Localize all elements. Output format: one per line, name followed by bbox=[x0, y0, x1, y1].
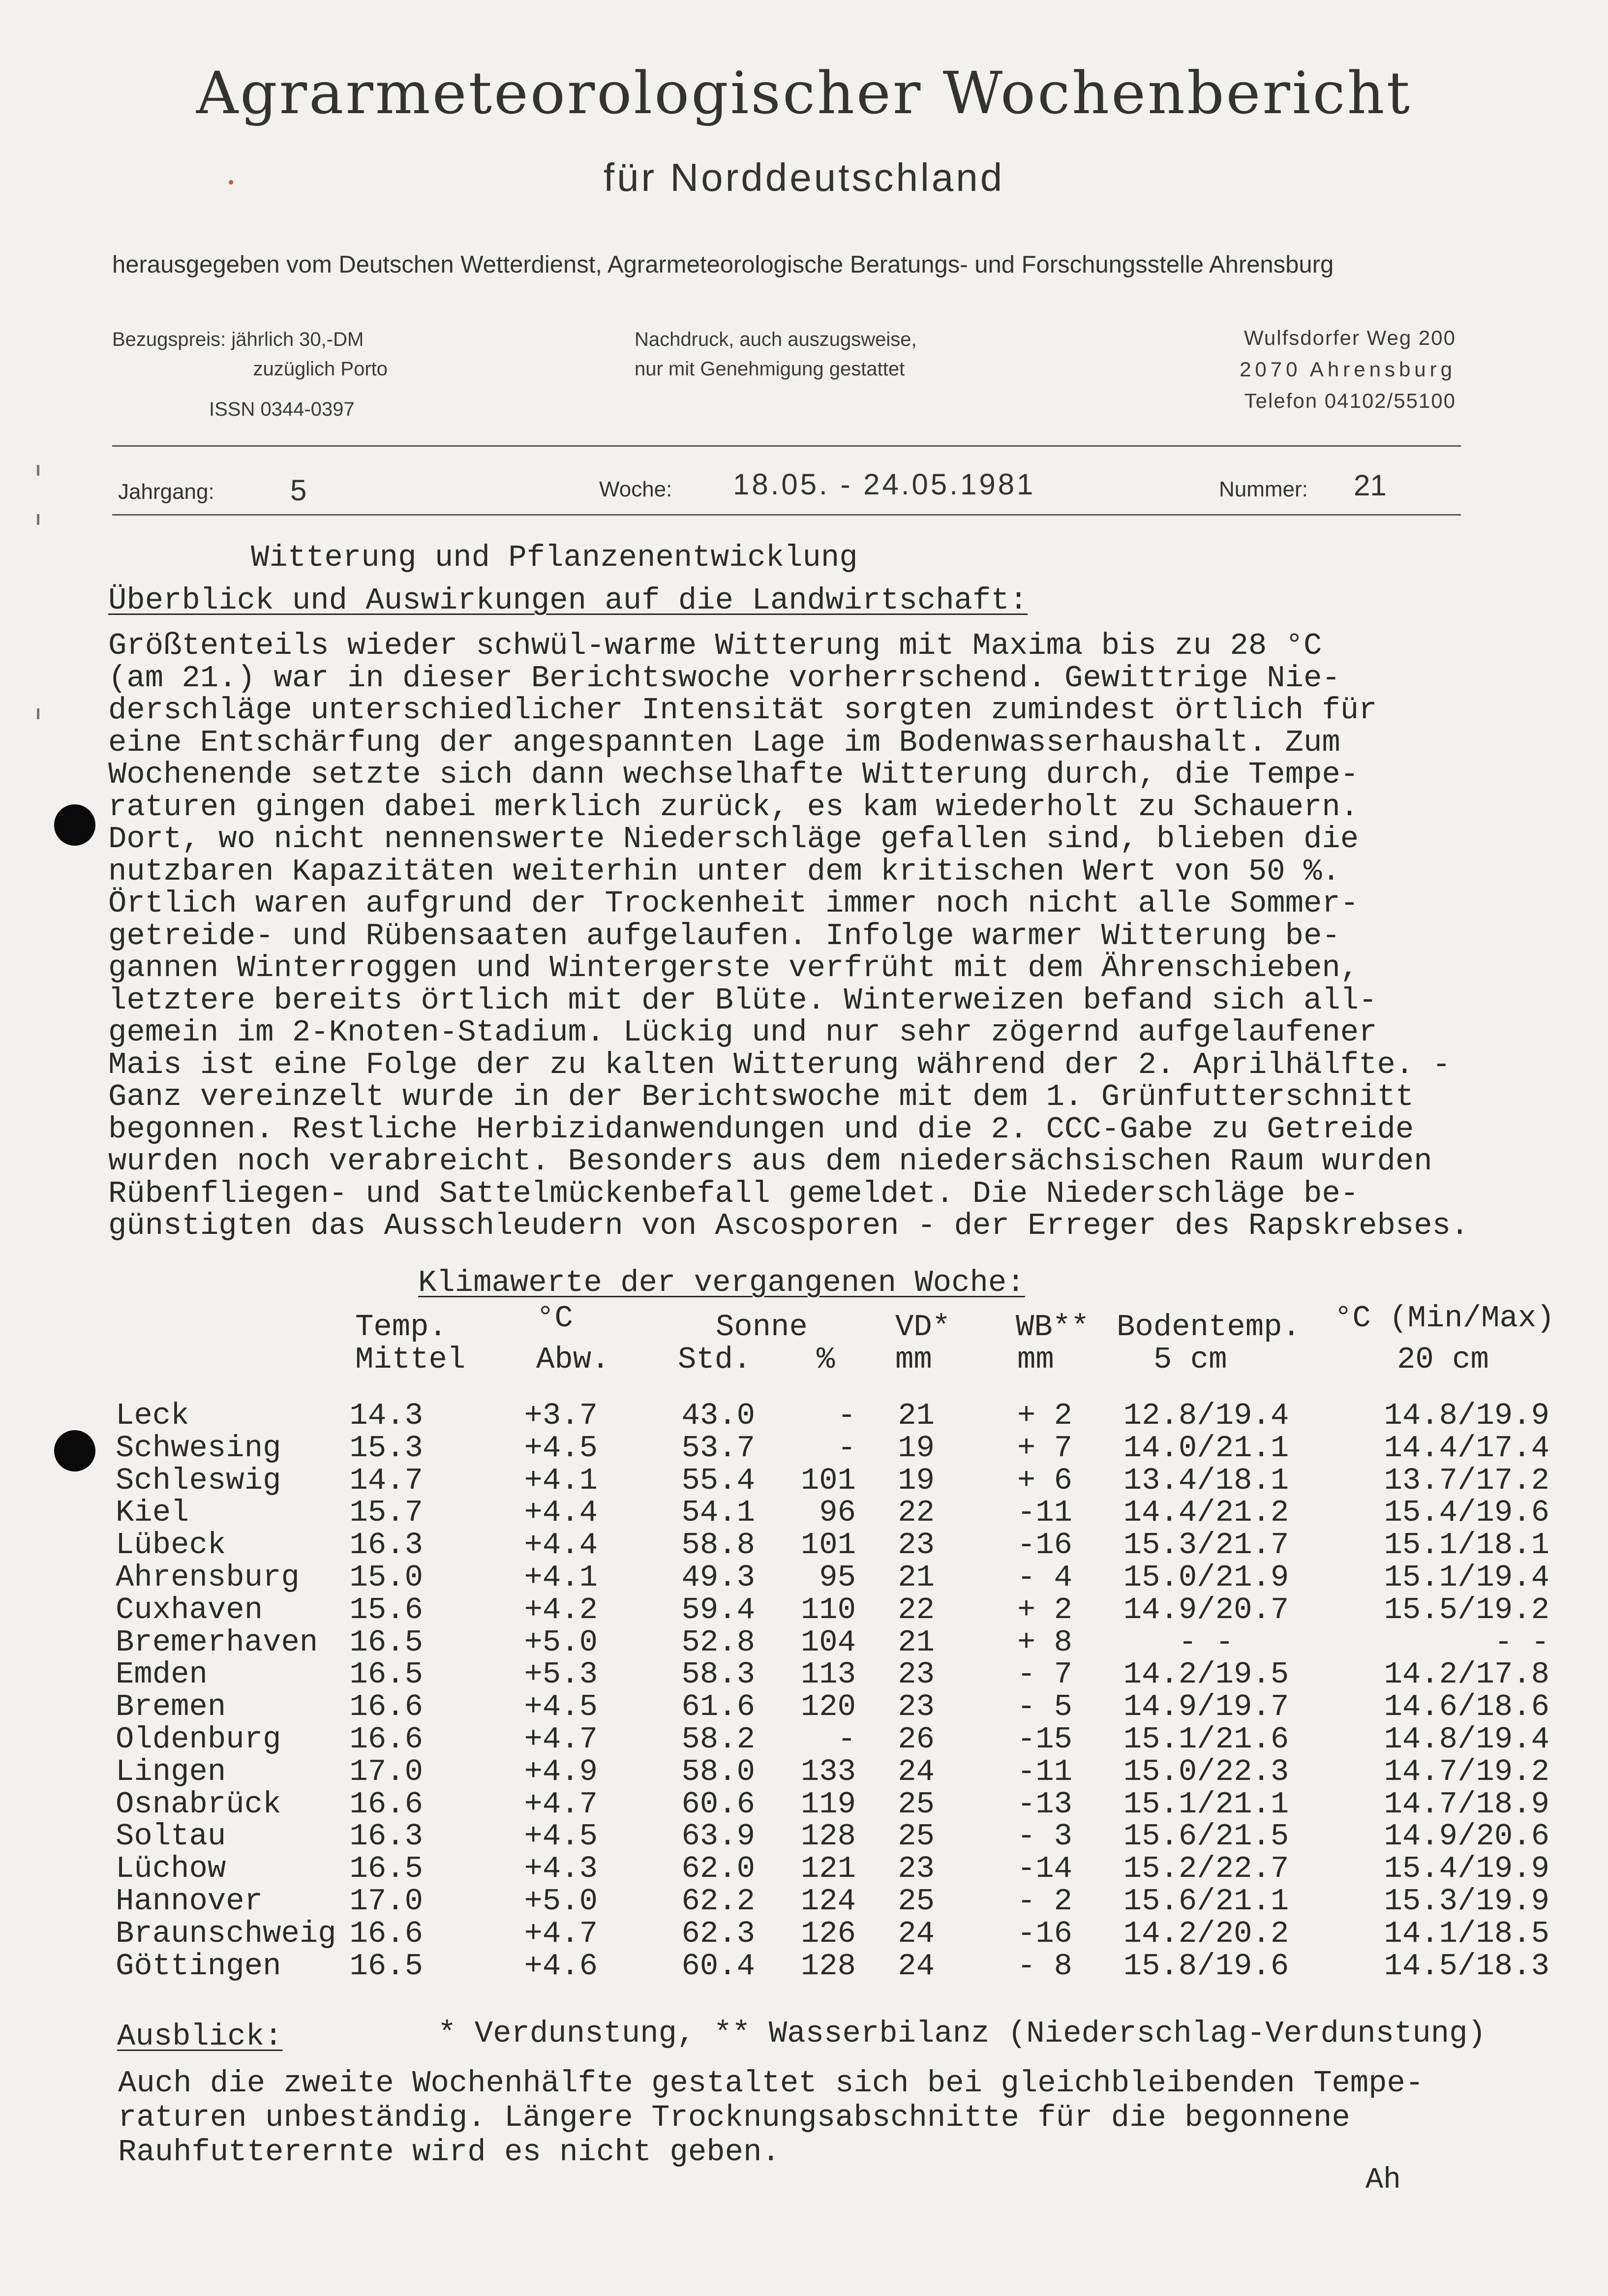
woche-label: Woche: bbox=[599, 477, 672, 501]
col-header-degc: °C bbox=[536, 1301, 573, 1336]
price-line: Bezugspreis: jährlich 30,-DM bbox=[112, 329, 364, 350]
cell-sun-pct: 124 bbox=[800, 1884, 856, 1919]
paragraph-line: nutzbaren Kapazitäten weiterhin unter dem kritischen Wert von 50 %. bbox=[108, 854, 1340, 889]
price-line: zuzüglich Porto bbox=[253, 358, 388, 380]
cell-temp-mittel: 15.6 bbox=[349, 1592, 423, 1627]
cell-bodentemp-5cm: 14.4/21.2 bbox=[1123, 1495, 1289, 1531]
cell-temp-abw: +4.5 bbox=[524, 1689, 598, 1725]
table-row bbox=[0, 1400, 1608, 1432]
cell-bodentemp-20cm: 15.4/19.6 bbox=[1384, 1495, 1549, 1531]
table-row bbox=[0, 1626, 1608, 1659]
cell-sun-hours: 52.8 bbox=[681, 1624, 755, 1660]
col-header-wb: WB** bbox=[1016, 1310, 1090, 1345]
cell-temp-abw: +4.9 bbox=[524, 1754, 598, 1789]
table-row bbox=[0, 1594, 1608, 1626]
table-footnote: * Verdunstung, ** Wasserbilanz (Niederschlag-Verdunstung) bbox=[438, 2016, 1486, 2051]
cell-wb: + 2 bbox=[1017, 1398, 1072, 1433]
cell-station: Soltau bbox=[116, 1819, 226, 1854]
paragraph-line: Örtlich waren aufgrund der Trockenheit immer noch nicht alle Sommer- bbox=[108, 886, 1359, 921]
col-header-abw: Abw. bbox=[536, 1342, 610, 1377]
cell-bodentemp-20cm: 14.7/18.9 bbox=[1384, 1786, 1549, 1822]
overview-paragraph bbox=[108, 630, 1469, 1242]
table-row bbox=[0, 1820, 1608, 1853]
cell-bodentemp-5cm: 14.2/19.5 bbox=[1123, 1657, 1289, 1692]
cell-bodentemp-20cm: 15.1/19.4 bbox=[1384, 1560, 1549, 1595]
reprint-line: nur mit Genehmigung gestattet bbox=[635, 358, 905, 380]
cell-vd: 26 bbox=[898, 1722, 935, 1757]
table-row bbox=[0, 1691, 1608, 1723]
cell-sun-hours: 53.7 bbox=[681, 1430, 755, 1466]
cell-sun-pct: 133 bbox=[800, 1754, 856, 1789]
woche-value: 18.05. - 24.05.1981 bbox=[733, 468, 1036, 501]
report-subtitle: für Norddeutschland bbox=[603, 155, 1005, 199]
cell-bodentemp-5cm: 15.2/22.7 bbox=[1123, 1851, 1289, 1887]
cell-temp-abw: +5.3 bbox=[524, 1657, 598, 1692]
cell-temp-mittel: 16.5 bbox=[349, 1657, 423, 1692]
cell-temp-mittel: 17.0 bbox=[349, 1884, 423, 1919]
cell-temp-abw: +4.2 bbox=[524, 1592, 598, 1627]
cell-vd: 25 bbox=[898, 1819, 935, 1854]
section-heading: Witterung und Pflanzenentwicklung bbox=[251, 540, 858, 575]
cell-temp-abw: +4.1 bbox=[524, 1463, 598, 1498]
cell-vd: 23 bbox=[898, 1528, 935, 1563]
cell-bodentemp-5cm: 14.0/21.1 bbox=[1123, 1430, 1289, 1466]
col-header-20cm: 20 cm bbox=[1397, 1342, 1489, 1377]
cell-station: Hannover bbox=[116, 1884, 263, 1919]
cell-wb: -11 bbox=[1017, 1495, 1072, 1531]
cell-sun-pct: 126 bbox=[800, 1916, 856, 1951]
paragraph-line: eine Entschärfung der angespannten Lage im Bodenwasserhaushalt. Zum bbox=[108, 725, 1340, 760]
cell-temp-mittel: 14.7 bbox=[349, 1463, 423, 1498]
cell-vd: 22 bbox=[898, 1592, 935, 1627]
cell-bodentemp-5cm: 15.3/21.7 bbox=[1123, 1528, 1289, 1563]
cell-station: Kiel bbox=[116, 1495, 189, 1531]
nummer-label: Nummer: bbox=[1219, 477, 1308, 501]
cell-wb: -14 bbox=[1017, 1851, 1072, 1887]
paragraph-line: günstigten das Ausschleudern von Ascosporen - der Erreger des Rapskrebses. bbox=[108, 1208, 1469, 1243]
cell-sun-pct: 121 bbox=[800, 1851, 856, 1887]
cell-bodentemp-5cm: 14.9/19.7 bbox=[1123, 1689, 1289, 1725]
cell-wb: - 4 bbox=[1017, 1560, 1072, 1595]
cell-temp-abw: +4.7 bbox=[524, 1786, 598, 1822]
cell-wb: + 6 bbox=[1017, 1463, 1072, 1498]
paragraph-line: getreide- und Rübensaaten aufgelaufen. Infolge warmer Witterung be- bbox=[108, 918, 1340, 953]
cell-vd: 25 bbox=[898, 1884, 935, 1919]
cell-sun-hours: 55.4 bbox=[681, 1463, 755, 1498]
cell-vd: 23 bbox=[898, 1689, 935, 1725]
cell-sun-pct: 96 bbox=[819, 1495, 856, 1531]
cell-sun-hours: 62.3 bbox=[681, 1916, 755, 1951]
table-row bbox=[0, 1432, 1608, 1465]
cell-sun-pct: 119 bbox=[800, 1786, 856, 1822]
cell-wb: - 3 bbox=[1017, 1819, 1072, 1854]
cell-temp-mittel: 16.3 bbox=[349, 1528, 423, 1563]
col-header-bodentemp: Bodentemp. bbox=[1117, 1310, 1301, 1345]
cell-sun-pct: 120 bbox=[800, 1689, 856, 1725]
col-header-wb-mm: mm bbox=[1017, 1342, 1054, 1377]
cell-bodentemp-20cm: 14.2/17.8 bbox=[1384, 1657, 1549, 1692]
cell-bodentemp-5cm: 15.6/21.1 bbox=[1123, 1884, 1289, 1919]
outlook-label: Ausblick: bbox=[117, 2019, 283, 2054]
cell-station: Ahrensburg bbox=[116, 1560, 300, 1595]
table-header bbox=[0, 1301, 1608, 1378]
col-header-pct: % bbox=[817, 1342, 835, 1377]
cell-vd: 21 bbox=[898, 1398, 935, 1433]
paragraph-line: gannen Winterroggen und Wintergerste verfrüht mit dem Ährenschieben, bbox=[108, 950, 1359, 985]
reprint-notice bbox=[635, 325, 917, 384]
cell-sun-pct: 101 bbox=[800, 1528, 856, 1563]
cell-sun-hours: 43.0 bbox=[681, 1398, 755, 1433]
cell-vd: 24 bbox=[898, 1754, 935, 1789]
cell-wb: - 7 bbox=[1017, 1657, 1072, 1692]
cell-sun-hours: 62.2 bbox=[681, 1884, 755, 1919]
cell-station: Oldenburg bbox=[116, 1722, 281, 1757]
cell-temp-mittel: 16.5 bbox=[349, 1624, 423, 1660]
cell-station: Lüchow bbox=[116, 1851, 226, 1887]
outlook-line: Auch die zweite Wochenhälfte gestaltet sich bei gleichbleibenden Tempe- bbox=[118, 2066, 1424, 2101]
table-row bbox=[0, 1658, 1608, 1691]
cell-bodentemp-5cm: 15.8/19.6 bbox=[1123, 1948, 1289, 1984]
paragraph-line: Ganz vereinzelt wurde in der Berichtswoche mit dem 1. Grünfutterschnitt bbox=[108, 1079, 1414, 1114]
report-title: Agrarmeteorologischer Wochenbericht bbox=[196, 59, 1412, 127]
cell-bodentemp-20cm: 15.1/18.1 bbox=[1384, 1528, 1549, 1563]
table-row bbox=[0, 1756, 1608, 1788]
paragraph-line: wurden noch verabreicht. Besonders aus dem niedersächsischen Raum wurden bbox=[108, 1144, 1432, 1179]
cell-vd: 25 bbox=[898, 1786, 935, 1822]
signature: Ah bbox=[1365, 2164, 1401, 2197]
address-line: Telefon 04102/55100 bbox=[1244, 389, 1456, 412]
cell-bodentemp-20cm: 14.8/19.4 bbox=[1384, 1722, 1549, 1757]
cell-station: Osnabrück bbox=[116, 1786, 281, 1822]
cell-vd: 23 bbox=[898, 1851, 935, 1887]
cell-bodentemp-20cm: 14.5/18.3 bbox=[1384, 1948, 1549, 1984]
cell-sun-hours: 58.3 bbox=[681, 1657, 755, 1692]
cell-sun-hours: 58.2 bbox=[681, 1722, 755, 1757]
cell-temp-abw: +4.3 bbox=[524, 1851, 598, 1887]
cell-temp-mittel: 15.3 bbox=[349, 1430, 423, 1466]
cell-temp-abw: +4.4 bbox=[524, 1528, 598, 1563]
cell-bodentemp-20cm: 14.4/17.4 bbox=[1384, 1430, 1549, 1466]
cell-wb: -15 bbox=[1017, 1722, 1072, 1757]
table-row bbox=[0, 1497, 1608, 1529]
cell-sun-pct: 128 bbox=[800, 1948, 856, 1984]
cell-bodentemp-20cm: 15.5/19.2 bbox=[1384, 1592, 1549, 1627]
cell-temp-abw: +4.7 bbox=[524, 1722, 598, 1757]
table-row bbox=[0, 1529, 1608, 1561]
outlook-line: Rauhfutterernte wird es nicht geben. bbox=[118, 2135, 780, 2170]
cell-sun-hours: 49.3 bbox=[681, 1560, 755, 1595]
table-row bbox=[0, 1561, 1608, 1594]
cell-temp-mittel: 16.6 bbox=[349, 1786, 423, 1822]
paragraph-line: derschläge unterschiedlicher Intensität sorgten zumindest örtlich für bbox=[108, 693, 1377, 728]
paragraph-line: Rübenfliegen- und Sattelmückenbefall gemeldet. Die Niederschläge be- bbox=[108, 1176, 1359, 1211]
cell-station: Emden bbox=[116, 1657, 208, 1692]
cell-sun-hours: 60.4 bbox=[681, 1948, 755, 1984]
cell-temp-mittel: 16.5 bbox=[349, 1948, 423, 1984]
paragraph-line: (am 21.) war in dieser Berichtswoche vorherrschend. Gewittrige Nie- bbox=[108, 660, 1340, 696]
cell-station: Cuxhaven bbox=[116, 1592, 263, 1627]
cell-bodentemp-5cm: - - bbox=[1178, 1624, 1234, 1660]
cell-temp-mittel: 14.3 bbox=[349, 1398, 423, 1433]
cell-bodentemp-5cm: 15.1/21.1 bbox=[1123, 1786, 1289, 1822]
cell-vd: 21 bbox=[898, 1560, 935, 1595]
paragraph-line: Mais ist eine Folge der zu kalten Witterung während der 2. Aprilhälfte. - bbox=[108, 1047, 1451, 1082]
cell-station: Göttingen bbox=[116, 1948, 281, 1984]
cell-station: Lübeck bbox=[116, 1528, 226, 1563]
cell-temp-mittel: 16.5 bbox=[349, 1851, 423, 1887]
cell-bodentemp-20cm: 14.6/18.6 bbox=[1384, 1689, 1549, 1725]
cell-station: Bremerhaven bbox=[116, 1624, 318, 1660]
cell-wb: - 5 bbox=[1017, 1689, 1072, 1725]
cell-temp-mittel: 15.0 bbox=[349, 1560, 423, 1595]
table-row bbox=[0, 1723, 1608, 1756]
cell-station: Braunschweig bbox=[116, 1916, 336, 1951]
col-header-vd-mm: mm bbox=[895, 1342, 932, 1377]
nummer-value: 21 bbox=[1354, 469, 1387, 502]
cell-vd: 19 bbox=[898, 1430, 935, 1466]
col-header-std: Std. bbox=[678, 1342, 752, 1377]
cell-bodentemp-20cm: 15.4/19.9 bbox=[1384, 1851, 1549, 1887]
cell-station: Bremen bbox=[116, 1689, 226, 1725]
cell-sun-pct: 101 bbox=[800, 1463, 856, 1498]
cell-bodentemp-5cm: 15.1/21.6 bbox=[1123, 1722, 1289, 1757]
cell-temp-mittel: 16.6 bbox=[349, 1916, 423, 1951]
table-row bbox=[0, 1465, 1608, 1497]
cell-wb: + 7 bbox=[1017, 1430, 1072, 1466]
jahrgang-label: Jahrgang: bbox=[118, 480, 214, 504]
paragraph-line: gemein im 2-Knoten-Stadium. Lückig und nur sehr zögernd aufgelaufener bbox=[108, 1015, 1377, 1050]
paragraph-line: letztere bereits örtlich mit der Blüte. Winterweizen befand sich all- bbox=[108, 982, 1377, 1018]
margin-mark bbox=[37, 708, 39, 719]
cell-temp-mittel: 17.0 bbox=[349, 1754, 423, 1789]
table-row bbox=[0, 1950, 1608, 1983]
col-header-mittel: Mittel bbox=[355, 1342, 466, 1377]
cell-bodentemp-5cm: 15.0/22.3 bbox=[1123, 1754, 1289, 1789]
price-block bbox=[112, 325, 388, 384]
table-title: Klimawerte der vergangenen Woche: bbox=[418, 1265, 1025, 1300]
col-header-vd: VD* bbox=[895, 1310, 951, 1345]
divider bbox=[112, 445, 1461, 447]
cell-sun-pct: - bbox=[837, 1430, 856, 1466]
cell-temp-abw: +4.5 bbox=[524, 1430, 598, 1466]
margin-mark bbox=[37, 465, 39, 476]
cell-vd: 24 bbox=[898, 1948, 935, 1984]
jahrgang-value: 5 bbox=[290, 474, 307, 507]
cell-vd: 21 bbox=[898, 1624, 935, 1660]
cell-bodentemp-5cm: 12.8/19.4 bbox=[1123, 1398, 1289, 1433]
cell-sun-pct: 128 bbox=[800, 1819, 856, 1854]
address-block bbox=[1215, 322, 1456, 417]
paragraph-line: Größtenteils wieder schwül-warme Witterung mit Maxima bis zu 28 °C bbox=[108, 628, 1322, 663]
col-header-minmax: °C (Min/Max) bbox=[1334, 1301, 1555, 1336]
table-row bbox=[0, 1853, 1608, 1885]
cell-sun-hours: 62.0 bbox=[681, 1851, 755, 1887]
cell-temp-abw: +4.5 bbox=[524, 1819, 598, 1854]
cell-sun-pct: - bbox=[837, 1722, 856, 1757]
cell-bodentemp-5cm: 14.2/20.2 bbox=[1123, 1916, 1289, 1951]
cell-sun-pct: 95 bbox=[819, 1560, 856, 1595]
paragraph-line: Wochenende setzte sich dann wechselhafte Witterung durch, die Tempe- bbox=[108, 757, 1359, 792]
col-header-temp: Temp. bbox=[355, 1310, 447, 1345]
publisher-line: herausgegeben vom Deutschen Wetterdienst, Agrarmeteorologische Beratungs- und Forschungsstelle Ahrensburg bbox=[112, 251, 1334, 278]
punch-hole bbox=[54, 804, 95, 846]
cell-sun-hours: 61.6 bbox=[681, 1689, 755, 1725]
cell-sun-hours: 54.1 bbox=[681, 1495, 755, 1531]
outlook-line: raturen unbeständig. Längere Trocknungsabschnitte für die begonnene bbox=[118, 2100, 1350, 2135]
cell-wb: + 2 bbox=[1017, 1592, 1072, 1627]
cell-temp-abw: +4.6 bbox=[524, 1948, 598, 1984]
cell-vd: 24 bbox=[898, 1916, 935, 1951]
cell-sun-hours: 60.6 bbox=[681, 1786, 755, 1822]
issn: ISSN 0344-0397 bbox=[209, 398, 355, 420]
cell-vd: 19 bbox=[898, 1463, 935, 1498]
cell-temp-abw: +3.7 bbox=[524, 1398, 598, 1433]
cell-temp-abw: +4.1 bbox=[524, 1560, 598, 1595]
cell-sun-hours: 63.9 bbox=[681, 1819, 755, 1854]
cell-temp-abw: +5.0 bbox=[524, 1624, 598, 1660]
cell-temp-mittel: 16.6 bbox=[349, 1689, 423, 1725]
cell-station: Schleswig bbox=[116, 1463, 281, 1498]
cell-vd: 23 bbox=[898, 1657, 935, 1692]
cell-wb: -11 bbox=[1017, 1754, 1072, 1789]
cell-temp-abw: +4.7 bbox=[524, 1916, 598, 1951]
paragraph-line: raturen gingen dabei merklich zurück, es kam wiederholt zu Schauern. bbox=[108, 789, 1359, 825]
cell-bodentemp-20cm: 15.3/19.9 bbox=[1384, 1884, 1549, 1919]
cell-station: Leck bbox=[116, 1398, 189, 1433]
col-header-5cm: 5 cm bbox=[1153, 1342, 1227, 1377]
outlook-paragraph bbox=[118, 2066, 1424, 2170]
table-row bbox=[0, 1788, 1608, 1821]
cell-temp-mittel: 16.6 bbox=[349, 1722, 423, 1757]
cell-wb: - 2 bbox=[1017, 1884, 1072, 1919]
cell-temp-abw: +5.0 bbox=[524, 1884, 598, 1919]
cell-bodentemp-20cm: 14.8/19.9 bbox=[1384, 1398, 1549, 1433]
cell-sun-pct: 110 bbox=[800, 1592, 856, 1627]
cell-sun-hours: 59.4 bbox=[681, 1592, 755, 1627]
cell-wb: -13 bbox=[1017, 1786, 1072, 1822]
cell-bodentemp-5cm: 13.4/18.1 bbox=[1123, 1463, 1289, 1498]
divider bbox=[112, 514, 1461, 516]
cell-sun-pct: 113 bbox=[800, 1657, 856, 1692]
cell-sun-hours: 58.8 bbox=[681, 1528, 755, 1563]
cell-wb: + 8 bbox=[1017, 1624, 1072, 1660]
cell-sun-pct: 104 bbox=[800, 1624, 856, 1660]
cell-temp-mittel: 15.7 bbox=[349, 1495, 423, 1531]
cell-sun-pct: - bbox=[837, 1398, 856, 1433]
cell-bodentemp-20cm: 13.7/17.2 bbox=[1384, 1463, 1549, 1498]
cell-station: Lingen bbox=[116, 1754, 226, 1789]
cell-bodentemp-20cm: 14.7/19.2 bbox=[1384, 1754, 1549, 1789]
cell-vd: 22 bbox=[898, 1495, 935, 1531]
cell-bodentemp-5cm: 14.9/20.7 bbox=[1123, 1592, 1289, 1627]
cell-temp-mittel: 16.3 bbox=[349, 1819, 423, 1854]
paragraph-line: begonnen. Restliche Herbizidanwendungen und die 2. CCC-Gabe zu Getreide bbox=[108, 1111, 1414, 1147]
margin-mark bbox=[37, 514, 39, 525]
cell-bodentemp-5cm: 15.6/21.5 bbox=[1123, 1819, 1289, 1854]
cell-station: Schwesing bbox=[116, 1430, 281, 1466]
reprint-line: Nachdruck, auch auszugsweise, bbox=[635, 329, 917, 350]
cell-bodentemp-5cm: 15.0/21.9 bbox=[1123, 1560, 1289, 1595]
address-line: 2070 Ahrensburg bbox=[1240, 358, 1456, 381]
cell-bodentemp-20cm: 14.9/20.6 bbox=[1384, 1819, 1549, 1854]
address-line: Wulfsdorfer Weg 200 bbox=[1244, 326, 1456, 349]
cell-wb: -16 bbox=[1017, 1528, 1072, 1563]
table-row bbox=[0, 1885, 1608, 1918]
cell-sun-hours: 58.0 bbox=[681, 1754, 755, 1789]
cell-bodentemp-20cm: - - bbox=[1494, 1624, 1549, 1660]
paragraph-line: Dort, wo nicht nennenswerte Niederschläge gefallen sind, blieben die bbox=[108, 822, 1359, 857]
section-subheading: Überblick und Auswirkungen auf die Landwirtschaft: bbox=[108, 583, 1028, 618]
cell-wb: -16 bbox=[1017, 1916, 1072, 1951]
cell-bodentemp-20cm: 14.1/18.5 bbox=[1384, 1916, 1549, 1951]
cell-wb: - 8 bbox=[1017, 1948, 1072, 1984]
table-row bbox=[0, 1918, 1608, 1950]
col-header-sonne: Sonne bbox=[716, 1310, 808, 1345]
cell-temp-abw: +4.4 bbox=[524, 1495, 598, 1531]
